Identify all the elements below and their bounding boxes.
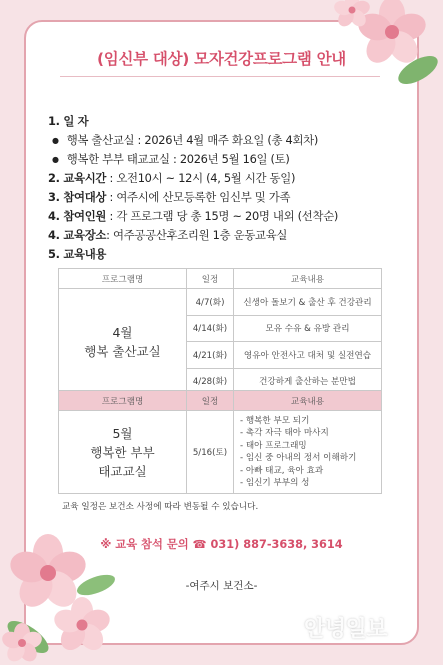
info-date-heading: 1. 일 자 (48, 114, 89, 128)
info-location: 4. 교육장소: 여주공공산후조리원 1층 운동교육실 (48, 228, 288, 242)
page-title: (임신부 대상) 모자건강프로그램 안내 (97, 50, 346, 68)
organizer-footer: -여주시 보건소- (185, 580, 258, 592)
session-date: 5/16(토) (187, 411, 234, 494)
session-date: 4/28(화) (187, 368, 234, 395)
info-date-childbirth-class: ● 행복 출산교실 : 2026년 4월 매주 화요일 (총 4회차) (48, 131, 408, 150)
table-header-row (59, 391, 382, 411)
session-date: 4/14(화) (187, 315, 234, 342)
header-date: 일정 (187, 269, 234, 289)
list-item: - 임신 중 아내의 정서 이해하기 (240, 453, 357, 464)
info-target: 3. 참여대상 : 여주시에 산모등록한 임신부 및 가족 (48, 190, 291, 204)
title-divider (60, 76, 380, 77)
info-capacity: 4. 참여인원 : 각 프로그램 당 총 15명 ~ 20명 내외 (선착순) (48, 209, 339, 223)
header-program: 프로그램명 (59, 269, 187, 289)
table-header-row (59, 269, 382, 289)
info-time: 2. 교육시간 : 오전10시 ~ 12시 (4, 5월 시간 동일) (48, 171, 296, 185)
childbirth-class-table (58, 268, 382, 395)
session-content: 영유아 안전사고 대처 및 실전연습 (234, 342, 382, 369)
watermark-logo: 안녕일보 (304, 617, 388, 642)
session-content: 모유 수유 & 유방 관리 (234, 315, 382, 342)
session-date: 4/21(화) (187, 342, 234, 369)
table-row (59, 411, 382, 494)
program-name: 4월 행복 출산교실 (59, 289, 187, 395)
session-content: 건강하게 출산하는 분만법 (234, 368, 382, 395)
program-name: 5월 행복한 부부 태교교실 (59, 411, 187, 494)
header-date: 일정 (187, 391, 234, 411)
list-item: - 촉각 자극 태아 마사지 (240, 428, 329, 439)
info-list (48, 112, 408, 264)
schedule-note: 교육 일정은 보건소 사정에 따라 변동될 수 있습니다. (62, 502, 259, 512)
header-content: 교육내용 (234, 391, 382, 411)
list-item: - 임신기 부부의 성 (240, 478, 310, 489)
header-content: 교육내용 (234, 269, 382, 289)
session-content: 신생아 돌보기 & 출산 후 건강관리 (234, 289, 382, 316)
table-row (59, 289, 382, 316)
session-content-list (234, 411, 382, 494)
prenatal-class-table (58, 390, 382, 494)
info-date-prenatal-class: ● 행복한 부부 태교교실 : 2026년 5월 16일 (토) (48, 150, 408, 169)
contact-info: ※ 교육 참석 문의 ☎ 031) 887-3638, 3614 (100, 538, 343, 551)
list-item: - 아빠 태교, 육아 효과 (240, 465, 324, 476)
list-item: - 태아 프로그래밍 (240, 440, 307, 451)
list-item: - 행복한 부모 되기 (240, 416, 310, 426)
session-date: 4/7(화) (187, 289, 234, 316)
header-program: 프로그램명 (59, 391, 187, 411)
info-content-heading: 5. 교육내용 (48, 247, 107, 261)
